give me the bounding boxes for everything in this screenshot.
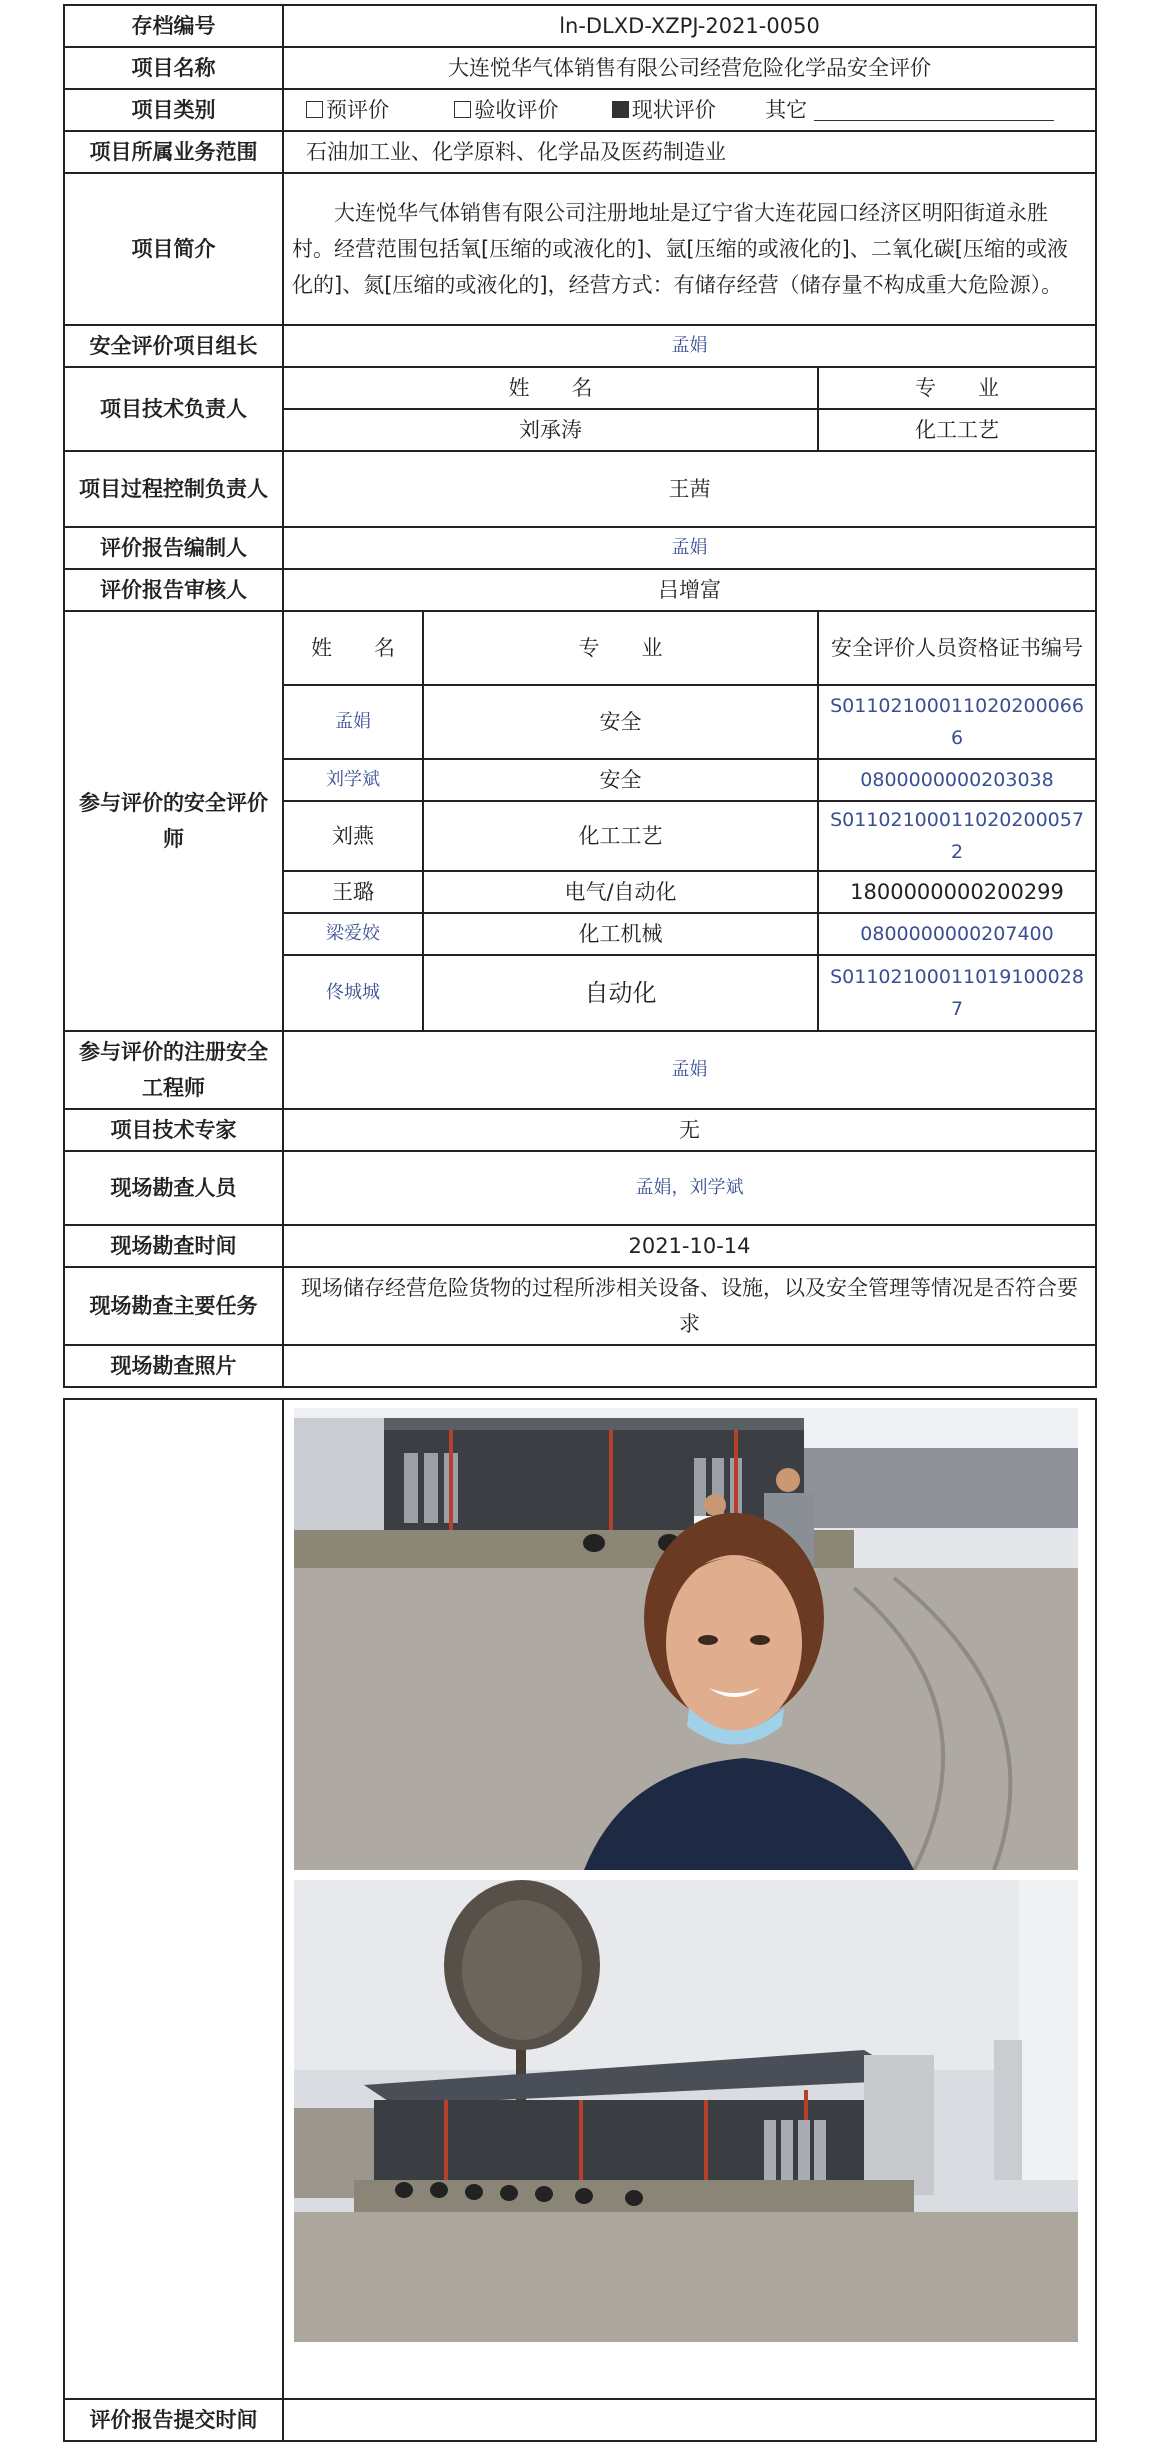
business-scope-value: 石油加工业、化学原料、化学品及医药制造业 [283, 131, 1096, 173]
inspection-photos-label: 现场勘查照片 [64, 1345, 283, 1387]
assessor-name: 孟娟 [283, 685, 423, 759]
assessor-name: 王璐 [283, 871, 423, 913]
assessor-cert: 1800000000200299 [818, 871, 1096, 913]
tech-lead-major: 化工工艺 [818, 409, 1096, 451]
project-type-options [283, 89, 1096, 131]
team-leader-label: 安全评价项目组长 [64, 325, 283, 367]
assessor-cert: 0800000000207400 [818, 913, 1096, 955]
evaluation-record-sheet [63, 4, 1095, 2442]
process-control-value: 王茜 [283, 451, 1096, 527]
intro-value: 大连悦华气体销售有限公司注册地址是辽宁省大连花园口经济区明阳街道永胜村。经营范围包括氧[压缩的或液化的]、氩[压缩的或液化的]、二氧化碳[压缩的或液化的]、氮[压缩的或液化的]，经营方式：有储存经营（储存量不构成重大危险源）。 [283, 173, 1096, 325]
safety-engineer-label: 参与评价的注册安全工程师 [64, 1031, 283, 1109]
other-blank-line [814, 98, 1054, 121]
other-label: 其它 [765, 98, 808, 122]
project-name-value: 大连悦华气体销售有限公司经营危险化学品安全评价 [283, 47, 1096, 89]
inspectors-label: 现场勘查人员 [64, 1151, 283, 1225]
submit-time-value [283, 2399, 1096, 2441]
tech-lead-label: 项目技术负责人 [64, 367, 283, 451]
report-author-label: 评价报告编制人 [64, 527, 283, 569]
assessor-cert: S011021000110202000572 [818, 801, 1096, 871]
submit-time-label: 评价报告提交时间 [64, 2399, 283, 2441]
inspection-task-value: 现场储存经营危险货物的过程所涉相关设备、设施，以及安全管理等情况是否符合要求 [283, 1267, 1096, 1345]
warehouse-photo [294, 1880, 1078, 2342]
assessors-header-cert: 安全评价人员资格证书编号 [818, 611, 1096, 685]
intro-label: 项目简介 [64, 173, 283, 325]
checkbox-pre-eval: 预评价 [306, 98, 389, 122]
business-scope-label: 项目所属业务范围 [64, 131, 283, 173]
tech-lead-name-header: 姓 名 [283, 367, 818, 409]
tech-expert-label: 项目技术专家 [64, 1109, 283, 1151]
assessor-major: 电气/自动化 [423, 871, 818, 913]
safety-engineer-value: 孟娟 [283, 1031, 1096, 1109]
report-reviewer-label: 评价报告审核人 [64, 569, 283, 611]
photo-cell [283, 1399, 1096, 2399]
report-reviewer-value: 吕增富 [283, 569, 1096, 611]
assessor-major: 安全 [423, 685, 818, 759]
tech-lead-name: 刘承涛 [283, 409, 818, 451]
photo-label-cell [64, 1399, 283, 2399]
project-name-label: 项目名称 [64, 47, 283, 89]
inspection-time-value: 2021-10-14 [283, 1225, 1096, 1267]
photo-table [63, 1398, 1097, 2442]
info-table [63, 4, 1097, 1388]
assessor-major: 安全 [423, 759, 818, 801]
tech-lead-major-header: 专 业 [818, 367, 1096, 409]
project-type-label: 项目类别 [64, 89, 283, 131]
assessor-major: 化工工艺 [423, 801, 818, 871]
archive-no-label: 存档编号 [64, 5, 283, 47]
checkbox-status-eval: 现状评价 [612, 98, 716, 122]
inspection-task-label: 现场勘查主要任务 [64, 1267, 283, 1345]
assessor-cert: S011021000110191000287 [818, 955, 1096, 1031]
inspectors-value: 孟娟，刘学斌 [283, 1151, 1096, 1225]
assessors-label: 参与评价的安全评价师 [64, 611, 283, 1031]
checkbox-acceptance-eval: 验收评价 [454, 98, 558, 122]
assessors-header-major: 专 业 [423, 611, 818, 685]
assessor-major: 自动化 [423, 955, 818, 1031]
assessor-cert: 0800000000203038 [818, 759, 1096, 801]
assessor-name: 佟城城 [283, 955, 423, 1031]
report-author-value: 孟娟 [283, 527, 1096, 569]
archive-no-value: ln-DLXD-XZPJ-2021-0050 [283, 5, 1096, 47]
process-control-label: 项目过程控制负责人 [64, 451, 283, 527]
assessors-header-name: 姓 名 [283, 611, 423, 685]
team-leader-value: 孟娟 [283, 325, 1096, 367]
site-selfie-photo [294, 1408, 1078, 1870]
tech-expert-value: 无 [283, 1109, 1096, 1151]
assessor-cert: S011021000110202000666 [818, 685, 1096, 759]
assessor-name: 梁爱姣 [283, 913, 423, 955]
assessor-name: 刘学斌 [283, 759, 423, 801]
assessor-major: 化工机械 [423, 913, 818, 955]
assessor-name: 刘燕 [283, 801, 423, 871]
inspection-photos-empty [283, 1345, 1096, 1387]
inspection-time-label: 现场勘查时间 [64, 1225, 283, 1267]
